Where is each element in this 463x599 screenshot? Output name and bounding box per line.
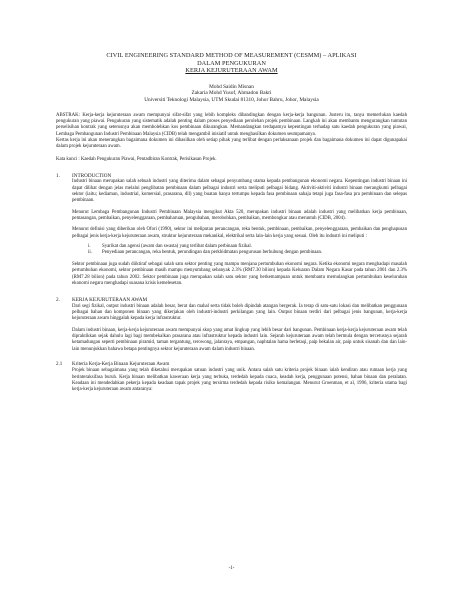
list-item [88, 250, 407, 256]
list-marker: i. [88, 244, 91, 250]
section-1-number: 1. [56, 172, 60, 179]
section-2-1-body [56, 368, 407, 393]
section-2-title: KERJA KEJURUTERAAN AWAM [72, 297, 148, 304]
section-1-paragraph-3: Menurut definisi yang diberikan oleh Ofori (1990), sektor ini meliputan perancangan, reka bentuk, pembinaan, pembaikan, penyelenggaraan, pembaikan dan penghapusan pelbagai jenis kerja-kerja kejuruteraan awam, struktur kejuruteraan mekanikal, elektrikal serta lain-lain kerja yang sesuai. Oleh itu industri ini meliputi : [72, 227, 407, 239]
author-line-1: Mohd Saidin Misnan [209, 83, 254, 90]
section-1-list [72, 244, 407, 257]
section-1-paragraph-1: Industri binaan merupakan salah sebuah industri yang diterima dalam sebagai penyumbang utama kepada pembangunan ekonomi negara. Kepentingan industri binaan ini dapat dilihat dengan jelas melalui penglibatan pembinaan dalam pelbagai industri serta meliputi pelbagai bidang. Aktiviti-aktiviti industri binaan merangkumi pelbagai sektor (iaitu; kediaman, industrial, komersial, prasarana, dll) yang buatan hanya tertumpu kepada fasa pembinaan sahaja tetapi juga fasa-fasa pra pembinaan dan selepas pembinaan. [72, 179, 407, 204]
section-2-number: 2. [56, 297, 60, 304]
list-text: Syarikat dan agensi (awam dan swasta) yang terlibat dalam perbinaan fizikal. [102, 244, 252, 250]
section-1-title: INTRODUCTION [72, 172, 112, 179]
section-1-body [56, 179, 407, 287]
list-text: Penyediaan perancangan, reka bentuk, perundingan dan perkhidmatan pengurusan berhubung dengan pembinaan. [102, 250, 323, 256]
list-marker: ii. [88, 250, 92, 256]
abstract-paragraph-1 [56, 113, 407, 138]
title-line-2: DALAM PENGUKURAN [197, 59, 266, 67]
section-1-paragraph-4: Sektor pembinaan juga sudah diiktiraf sebagai salah satu sektor penting yang mampu menjana pertumbuhan ekonomi negara. Ketika ekonomi negara menghadapi masalah pertumbuhan ekonomi, sektor pembinaan masih mampu menyumbang sebanyak 2.3% (RM7.30 bilion) kepada Keluaran Dalam Negara Kasar pada tahun 2001 dan 2.3% (RM7.28 bilion) pada tahun 2002. Sektor pembinaan juga merupakan salah satu sektor yang berkemampuan untuk membantu memulangkan pertumbuhan keseluruhan ekonomi negara menghadapi suasana krisis kemelesetan. [72, 261, 407, 286]
abstract-label: ABSTRAK: [56, 112, 80, 118]
author-block [56, 84, 407, 104]
section-2-1-paragraph-1: Projek binaan sebagaimana yang telah diketahui merupakan satuan industri yang unik. Antara salah satu kriteria projek binaan ialah kendiran atau rumaan kerja yang berinteraksifasa buruh. Kerja binaan melibatkan kaweraan kerja yang terbuka, terdedah kepada cuaca, keadah kerja, penggunaan potensi, bahan binaan dan peralatan. Keadaan ini mendedahkan pekerja kepada keadaan tapak projek yang tersirma terdedah kepada risiko kemalangan. Menurut Groenman, et al, 1996, kriteria utama bagi kerja-kerja kejuruteraan awam antaranya: [72, 368, 407, 393]
section-2-body [56, 304, 407, 353]
section-2-paragraph-2: Dalam industri binaan, kerja-kerja kejuruteraan awam mempunyai skop yang amat lingkup yang lebih besar dari bangunan. Pembinaan kerja-kerja kejuruteraan awam telah dipraktikkan sejak dahulu lagi bagi membekalkan prasarana atau infrastruktur kepada industri lain. Sejarah kejuruteraan awam telah bermula dengan tercetusnya sejarah ketamadungan seperti pembinaan piramid, taman tergantung, terowong, jalanraya, empangan, naphtalan hama berletaqi, paip bekalan air, paip untuk sisanah dan dan lain-lain menunjukkan bahawa betapa pentingnya sektor kejuruteraan awam dalam industri binaan. [72, 327, 407, 352]
abstract-text-1: Kerja-kerja kejuruteraan awam mempunyai sifat-sifat yang lebih kompleks dibandingkan dengan kerja-kerja bangunan. Justeru itu, tanya memerlukan kaedah pengukuran yang piawai. Pengukuran yang sistematik adalah penting dalam proses penyediaan perolehan projek pembinaan. Langkah ini akan membantu mengurangkan tuntutan perselisihan kontrak yang seterusnya akan membolehkan kos pembinaan dikurangkan. Memandangkan terdapatnya kepentingan terhadap satu kaedah pengukuran yang piawai, Lembaga Pembangunan Industri Pembinaan Malaysia (CIDB) telah mengambil inisiatif untuk menghasilkan dokumen seumpamanya. [56, 112, 407, 137]
title-line-3: KERJA KEJURUTERAAN AWAM [185, 67, 278, 75]
section-2-1-title: Kriteria Kerja-Kerja Binaan Kejuruteraan Awam [72, 362, 170, 367]
section-2-paragraph-1: Dari segi fizikal, output industri binaan adalah besar, berat dan mahal serta tidak boleh dipindah atangan bergerak. Ia terap di satu-satu lokasi dan melibatkan penggunaan pelbagai bahan dan komponen binaan yang dikerjakan oleh industri-industri perkilangan yang lain. Output binaan terdiri dari pelbagai jenis bangunan, kerja-kerja kejuruteraan awam hinggalah kepada kerja infrastruktur. [72, 303, 407, 322]
page-number: -1- [228, 566, 235, 571]
abstract-paragraph-2: Kertas kerja ini akan menerangkan bagaimana dokumen ini dihasilkan oleh setiap pihak yang terlibat dengan perlaksanaan projek dan bagaimana dokumen ini dapat digunapakai dalam projek kejuruteraan awam. [56, 137, 407, 150]
keywords: Kata kunci : Kaedah Pengukuran Piawai, Pentadbiran Kontrak, Perisikasan Projek. [56, 156, 217, 162]
author-line-2: Zakaria Mohd Yusof, Ahmadon Bakri [191, 90, 272, 97]
author-affiliation: Universiti Teknologi Malaysia, UTM Skudai 81310, Johor Bahru, Johor, Malaysia [144, 96, 319, 103]
paper-title [56, 52, 407, 75]
section-2-1-number: 2.1 [56, 362, 63, 367]
section-1-paragraph-2: Menurut Lembaga Pembangunan Industri Pembinaan Malaysia mengikut Akta 520, merupakan industri binaan adalah industri yang melibatkan kerja pembinaan, pemasangan, pembaikan, penyelenggaraan, pembaharuan, pengubahan, merobohkan, pembaikan, membongkar atau meruntuh (CIDB, 2004). [72, 209, 407, 222]
abstract [56, 113, 407, 151]
title-line-1: CIVIL ENGINEERING STANDARD METHOD OF MEASUREMENT (CESMM) – APLIKASI [106, 52, 357, 59]
